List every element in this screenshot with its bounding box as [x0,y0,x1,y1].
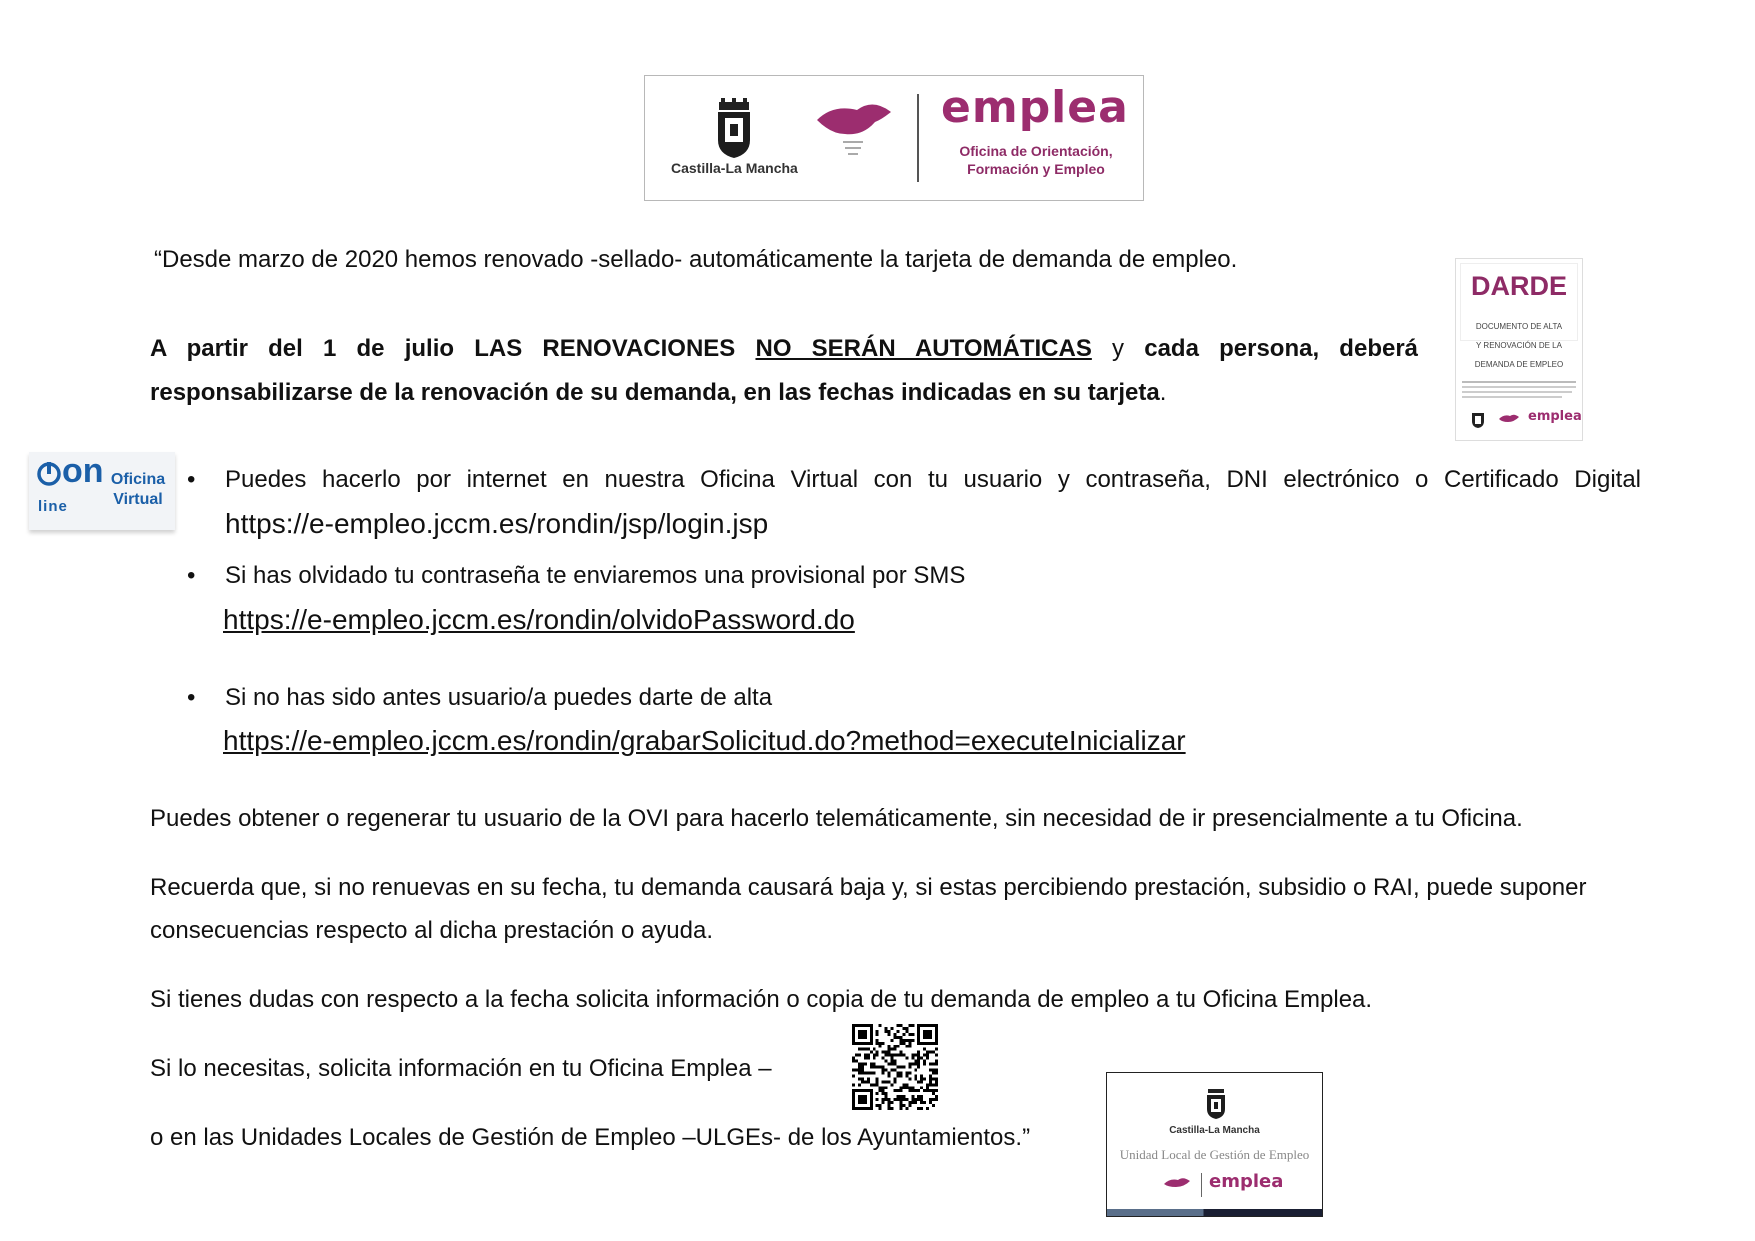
qr-code-icon[interactable] [852,1024,938,1110]
bullet-1-text: Puedes hacerlo por internet en nuestra Oficina Virtual con tu usuario y contraseña, DNI electrónico o Certificado Digital [225,466,1641,493]
darde-subtitle: DOCUMENTO DE ALTA Y RENOVACIÓN DE LA DEMANDA DE EMPLEO [1474,322,1564,369]
login-url-link[interactable]: https://e-empleo.jccm.es/rondin/jsp/login.jsp [225,508,769,539]
info-paragraph: Si lo necesitas, solicita información en tu Oficina Emplea – [150,1055,772,1082]
darde-brand: emplea [1528,409,1582,424]
emplea-bird-icon [815,96,895,172]
reminder-line-2: consecuencias respecto al dicha prestación o ayuda. [150,917,714,944]
logo-divider [917,94,919,182]
oficina-virtual-badge[interactable] [29,452,175,530]
ulge-region-label: Castilla-La Mancha [1169,1125,1260,1136]
bullet-dot: • [187,684,196,711]
power-icon [37,462,61,486]
ovi-line-word: line [38,498,68,515]
ovi-paragraph: Puedes obtener o regenerar tu usuario de la OVI para hacerlo telemáticamente, sin necesidad de ir presencialmente a tu Oficina. [150,805,1523,832]
castilla-la-mancha-shield-icon [713,98,755,160]
ulge-brand: emplea [1209,1171,1284,1192]
ulge-unit-label: Unidad Local de Gestión de Empleo [1119,1147,1310,1162]
darde-card [1455,258,1583,441]
signup-url-link[interactable]: https://e-empleo.jccm.es/rondin/grabarSolicitud.do?method=executeInicializar [223,725,1186,756]
bullet-2-text: Si has olvidado tu contraseña te enviaremos una provisional por SMS [225,562,966,589]
emplea-wordmark: emplea [941,82,1129,133]
bullet-dot: • [187,562,196,589]
intro-text: “Desde marzo de 2020 hemos renovado -sellado- automáticamente la tarjeta de demanda de empleo. [154,246,1238,273]
password-url-link[interactable]: https://e-empleo.jccm.es/rondin/olvidoPassword.do [223,604,855,635]
notice-line-1: A partir del 1 de julio LAS RENOVACIONES NO SERÁN AUTOMÁTICAS y cada persona, deberá [150,335,1419,362]
ovi-on-word: on [62,452,104,490]
darde-shield-icon [1470,409,1486,429]
header-logo [644,75,1144,201]
reminder-line-1: Recuerda que, si no renuevas en su fecha, tu demanda causará baja y, si estas percibiendo prestación, subsidio o RAI, puede suponer [150,874,1587,901]
ovi-label: Oficina Virtual [110,471,166,508]
doubts-paragraph: Si tienes dudas con respecto a la fecha solicita información o copia de tu demanda de empleo a tu Oficina Emplea. [150,986,1373,1013]
emplea-tagline: Oficina de Orientación, Formación y Empleo [959,143,1113,177]
bullet-3-text: Si no has sido antes usuario/a puedes darte de alta [225,684,773,711]
ulge-shield-icon [1205,1087,1227,1121]
ulge-bird-icon [1163,1176,1191,1192]
bullet-dot: • [187,466,196,493]
ulge-card [1106,1072,1323,1217]
ulges-paragraph: o en las Unidades Locales de Gestión de Empleo –ULGEs- de los Ayuntamientos.” [150,1124,1031,1151]
darde-bird-icon [1498,413,1520,425]
no-automaticas-emphasis: NO SERÁN AUTOMÁTICAS [755,335,1092,362]
notice-line-2: responsabilizarse de la renovación de su demanda, en las fechas indicadas en su tarjeta. [150,379,1167,406]
castilla-la-mancha-label: Castilla-La Mancha [671,160,798,176]
darde-title: DARDE [1470,271,1567,301]
